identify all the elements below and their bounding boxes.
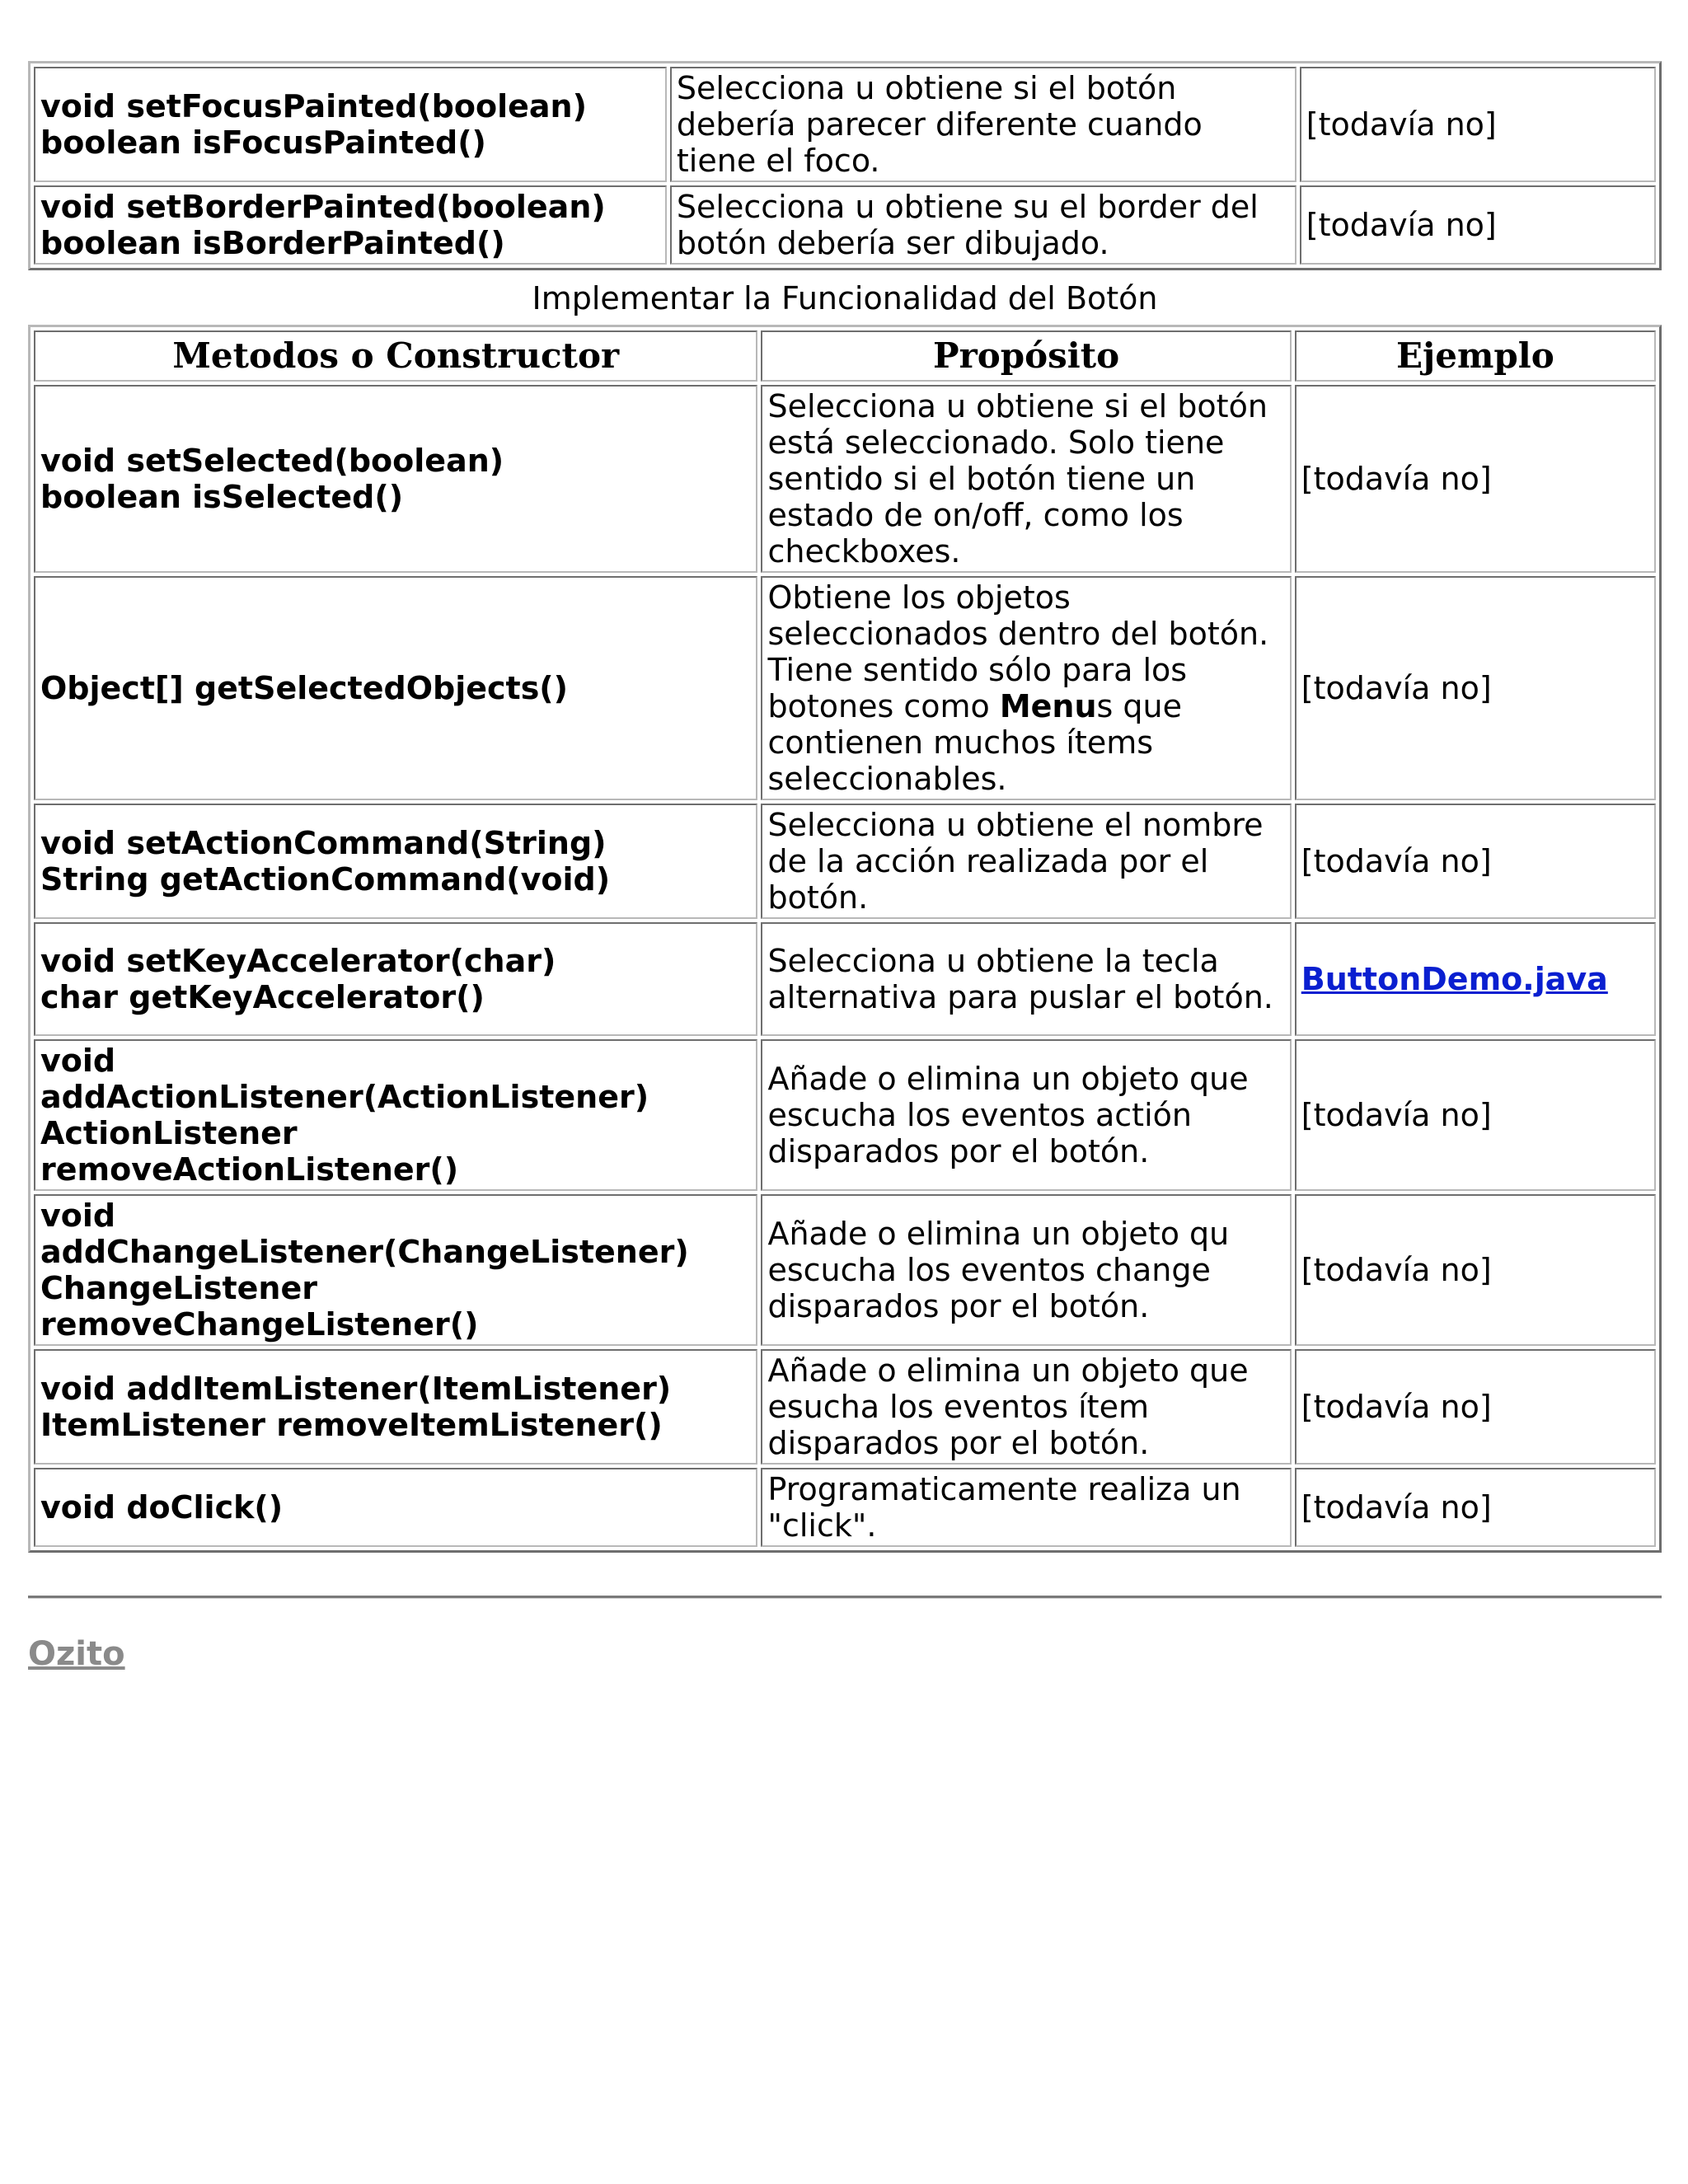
method-cell <box>34 922 757 1036</box>
method-line: void <box>40 1197 116 1234</box>
example-cell: [todavía no] <box>1295 1039 1656 1191</box>
buttondemo-link[interactable]: ButtonDemo.java <box>1301 961 1608 997</box>
ozito-link[interactable]: Ozito <box>28 1635 125 1673</box>
example-cell: [todavía no] <box>1295 1194 1656 1346</box>
method-cell <box>34 67 667 182</box>
header-methods: Metodos o Constructor <box>34 330 757 382</box>
method-line: void setBorderPainted(boolean) <box>40 189 606 225</box>
button-functionality-table <box>28 325 1662 1553</box>
method-line: Object[] getSelectedObjects() <box>40 670 569 706</box>
method-line: ChangeListener <box>40 1270 317 1306</box>
table-row <box>34 1039 1656 1191</box>
method-line: boolean isBorderPainted() <box>40 225 505 261</box>
example-cell: [todavía no] <box>1295 1349 1656 1465</box>
purpose-text: Obtiene los objetos seleccionados dentro del botón. Tiene sentido sólo para los botones como <box>767 579 1269 724</box>
example-cell: [todavía no] <box>1295 804 1656 919</box>
method-line: char getKeyAccelerator() <box>40 979 485 1015</box>
header-example: Ejemplo <box>1295 330 1656 382</box>
example-cell <box>1295 922 1656 1036</box>
table-row <box>34 1349 1656 1465</box>
horizontal-rule <box>28 1596 1662 1599</box>
method-line: ItemListener removeItemListener() <box>40 1407 663 1443</box>
purpose-cell: Selecciona u obtiene la tecla alternativa para puslar el botón. <box>761 922 1291 1036</box>
method-cell <box>34 1349 757 1465</box>
purpose-cell: Añade o elimina un objeto que esucha los eventos ítem disparados por el botón. <box>761 1349 1291 1465</box>
method-cell <box>34 1039 757 1191</box>
method-line: addActionListener(ActionListener) <box>40 1079 649 1115</box>
method-line: removeActionListener() <box>40 1151 459 1188</box>
purpose-cell <box>761 576 1291 800</box>
table-row <box>34 385 1656 573</box>
method-line: String getActionCommand(void) <box>40 861 611 898</box>
method-cell <box>34 185 667 265</box>
method-line: void setKeyAccelerator(char) <box>40 943 556 979</box>
method-line: addChangeListener(ChangeListener) <box>40 1234 689 1270</box>
method-cell <box>34 385 757 573</box>
method-line: void setFocusPainted(boolean) <box>40 88 587 124</box>
example-cell: [todavía no] <box>1295 576 1656 800</box>
purpose-text: s que contienen muchos ítems seleccionables. <box>767 688 1182 797</box>
method-line: removeChangeListener() <box>40 1306 479 1343</box>
purpose-cell: Selecciona u obtiene si el botón debería parecer diferente cuando tiene el foco. <box>670 67 1296 182</box>
purpose-cell: Selecciona u obtiene su el border del botón debería ser dibujado. <box>670 185 1296 265</box>
table-row <box>34 804 1656 919</box>
method-cell <box>34 804 757 919</box>
method-cell <box>34 576 757 800</box>
purpose-cell: Selecciona u obtiene si el botón está seleccionado. Solo tiene sentido si el botón tiene un estado de on/off, como los checkboxes. <box>761 385 1291 573</box>
purpose-cell: Programaticamente realiza un "click". <box>761 1468 1291 1547</box>
purpose-cell: Añade o elimina un objeto qu escucha los eventos change disparados por el botón. <box>761 1194 1291 1346</box>
method-cell <box>34 1468 757 1547</box>
method-line: void addItemListener(ItemListener) <box>40 1371 672 1407</box>
method-line: boolean isSelected() <box>40 479 404 515</box>
table-caption: Implementar la Funcionalidad del Botón <box>532 280 1158 316</box>
table-header-row <box>34 330 1656 382</box>
method-line: boolean isFocusPainted() <box>40 124 486 161</box>
method-line: ActionListener <box>40 1115 298 1151</box>
example-cell: [todavía no] <box>1300 67 1656 182</box>
table-row <box>34 67 1656 182</box>
method-line: void setSelected(boolean) <box>40 443 504 479</box>
example-cell: [todavía no] <box>1295 385 1656 573</box>
table-row <box>34 576 1656 800</box>
method-cell <box>34 1194 757 1346</box>
purpose-bold-text: Menu <box>999 688 1097 724</box>
table-row <box>34 922 1656 1036</box>
purpose-cell: Añade o elimina un objeto que escucha los eventos actión disparados por el botón. <box>761 1039 1291 1191</box>
method-line: void doClick() <box>40 1489 284 1526</box>
example-cell: [todavía no] <box>1300 185 1656 265</box>
method-line: void setActionCommand(String) <box>40 825 607 861</box>
example-cell: [todavía no] <box>1295 1468 1656 1547</box>
method-line: void <box>40 1043 116 1079</box>
methods-table-continued <box>28 61 1662 270</box>
table-row <box>34 185 1656 265</box>
purpose-cell: Selecciona u obtiene el nombre de la acción realizada por el botón. <box>761 804 1291 919</box>
table-row <box>34 1468 1656 1547</box>
table-row <box>34 1194 1656 1346</box>
header-purpose: Propósito <box>761 330 1291 382</box>
page <box>28 61 1662 1673</box>
